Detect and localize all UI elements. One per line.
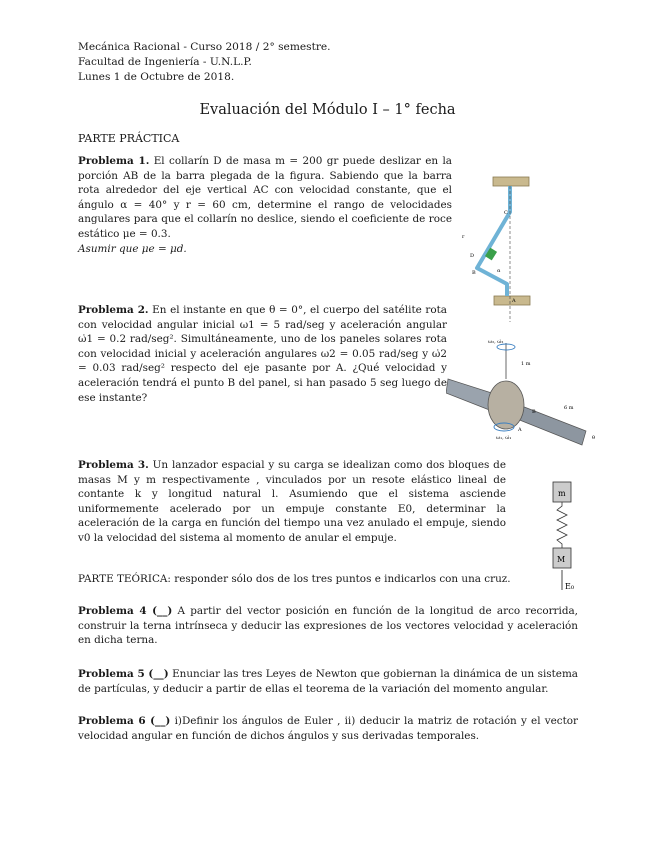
theory-heading — [78, 572, 558, 587]
satellite-figure — [446, 335, 606, 460]
problem-1 — [78, 154, 452, 256]
block-label-top: m — [558, 489, 566, 498]
block-label-bottom: M — [557, 555, 566, 564]
sat-label-w2: ω₂, ω̇₂ — [488, 339, 504, 345]
problem-4-text: A partir del vector posición en función de la longitud de arco recorrida, construir la terna intrínseca y deducir las expresiones de los vectores velocidad y aceleración en dicha terna. — [78, 605, 578, 647]
spring — [557, 502, 567, 548]
sat-label-length: 1 m — [521, 361, 531, 367]
exam-title: Evaluación del Módulo I – 1° fecha — [199, 102, 456, 118]
problem-6 — [78, 714, 578, 743]
course-line: Mecánica Racional - Curso 2018 / 2° semestre. — [78, 41, 331, 53]
problem-3-text: Un lanzador espacial y su carga se idealizan como dos bloques de masas M y m respectivamente , vinculados por un resote elástico lineal de contante k y longitud natural l. Asumiendo que el sistema asciende uniformemente acelerado por un empuje constante E0, determinar la aceleración de la carga en función del tiempo una vez anulado el empuje, siendo v0 la velocidad del sistema al momento de anular el empuje. — [78, 459, 506, 544]
label-b: B — [472, 270, 476, 276]
practical-heading: PARTE PRÁCTICA — [78, 132, 180, 145]
top-support — [493, 177, 529, 186]
label-a: A — [512, 298, 516, 304]
satellite-body — [488, 381, 524, 429]
theory-heading-title: PARTE TEÓRICA — [78, 573, 168, 585]
sat-label-b: B — [532, 409, 536, 415]
theory-instruction: : responder sólo dos de los tres puntos e indicarlos con una cruz. — [167, 573, 511, 585]
bent-bar — [477, 186, 510, 296]
problem-2 — [78, 303, 447, 405]
label-r: r — [462, 234, 465, 240]
sat-label-theta: θ — [592, 435, 596, 441]
problem-5 — [78, 667, 578, 696]
problem-3-label: Problema 3. — [78, 459, 149, 471]
course-header — [78, 40, 331, 85]
block-label-force: E₀ — [565, 582, 575, 591]
date-line: Lunes 1 de Octubre de 2018. — [78, 71, 235, 83]
label-c: C — [504, 210, 508, 216]
problem-6-text: i)Definir los ángulos de Euler , ii) deducir la matriz de rotación y el vector velocidad angular en función de dichos ángulos y sus derivadas temporales. — [78, 715, 578, 742]
problem-1-text: El collarín D de masa m = 200 gr puede deslizar en la porción AB de la barra plegada de la figura. Sabiendo que la barra rota alrededor del eje vertical AC con velocidad constante, que el ángulo α = 40° y r = 60 cm, determine el rango de velocidades angulares para que el collarín no deslice, siendo el coeficiente de roce estático μe = 0.3. — [78, 155, 452, 240]
problem-5-text: Enunciar las tres Leyes de Newton que gobiernan la dinámica de un sistema de partículas, y deducir a partir de ellas el teorema de la variación del momento angular. — [78, 668, 578, 695]
label-alpha: α — [497, 268, 501, 274]
problem-6-label: Problema 6 (__) — [78, 715, 171, 727]
problem-1-label: Problema 1. — [78, 155, 150, 167]
problem-4 — [78, 604, 578, 648]
label-d: D — [470, 253, 475, 259]
problem-3 — [78, 458, 506, 546]
sat-label-panel: 6 m — [564, 405, 574, 411]
sat-label-w1: ω₁, ω̇₁ — [496, 435, 512, 441]
problem-2-text: En el instante en que θ = 0°, el cuerpo del satélite rota con velocidad angular inicial ω1 = 5 rad/seg y aceleración angular ω̇1 = 0.2 rad/seg². Simultáneamente, uno de los paneles solares rota con velocidad inicial y aceleración angulares ω2 = 0.05 rad/seg y ω̇2 = 0.03 rad/seg² respecto del eje pasante por A. ¿Qué velocidad y aceleración tendrá el punto B del panel, si han pasado 5 seg luego de ese instante? — [78, 304, 447, 404]
faculty-line: Facultad de Ingeniería - U.N.L.P. — [78, 56, 252, 68]
problem-4-label: Problema 4 (__) — [78, 605, 173, 617]
sat-label-a: A — [518, 427, 522, 433]
problem-5-label: Problema 5 (__) — [78, 668, 169, 680]
problem-2-label: Problema 2. — [78, 304, 149, 316]
problem-1-note: Asumir que μe = μd. — [78, 242, 187, 255]
bent-bar-figure — [455, 172, 565, 332]
